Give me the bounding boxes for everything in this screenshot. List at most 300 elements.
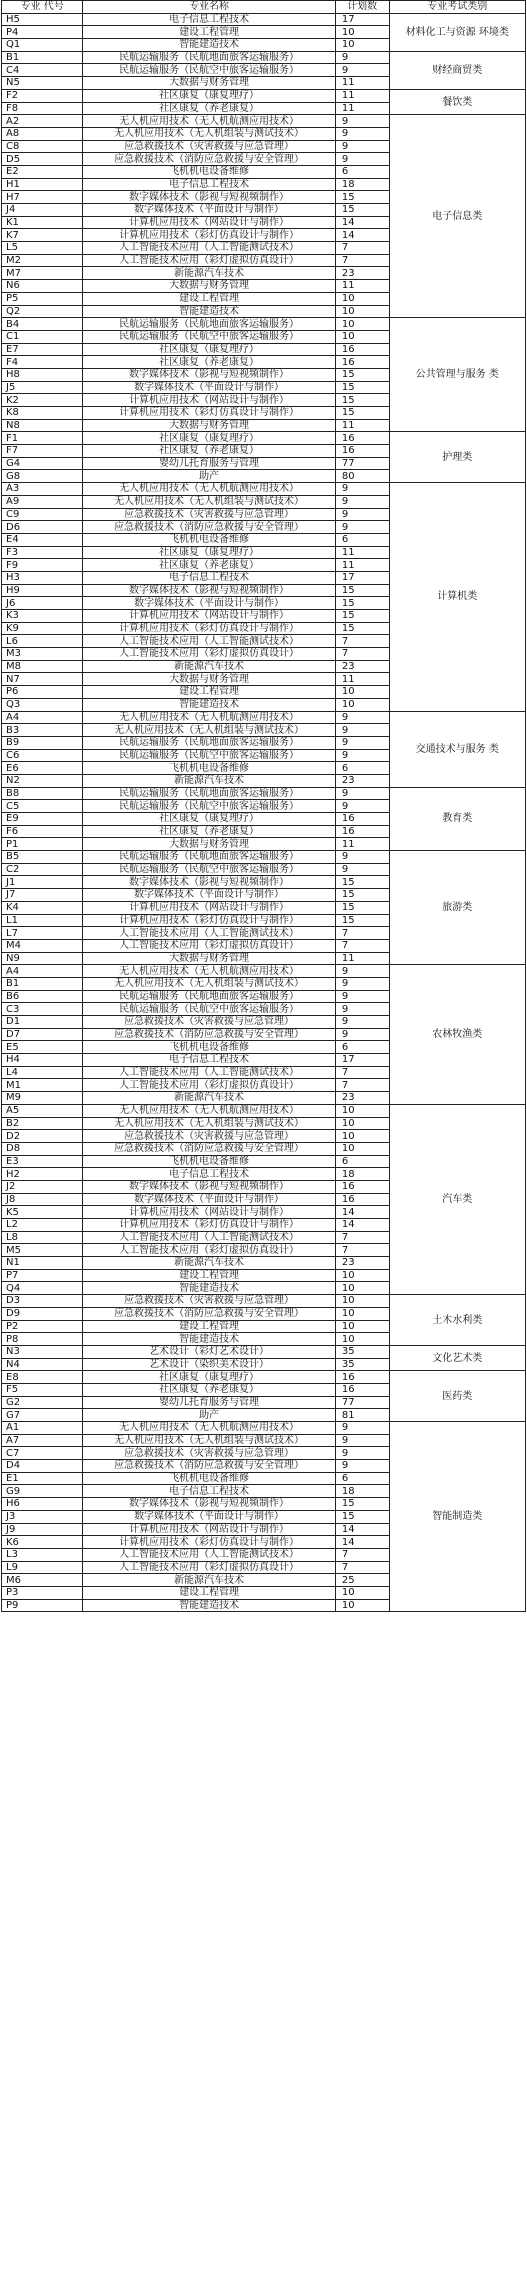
plan-count: 15 <box>335 407 389 420</box>
plan-count: 14 <box>335 1219 389 1232</box>
major-code: N1 <box>2 1257 83 1270</box>
major-code: F4 <box>2 356 83 369</box>
plan-count: 10 <box>335 330 389 343</box>
major-name: 数字媒体技术（平面设计与制作） <box>83 1193 336 1206</box>
major-name: 民航运输服务（民航空中旅客运输服务） <box>83 1003 336 1016</box>
plan-count: 10 <box>335 1307 389 1320</box>
exam-category: 电子信息类 <box>389 115 525 318</box>
table-row <box>2 1422 526 1435</box>
major-name: 无人机应用技术（无人机组装与测试技术） <box>83 495 336 508</box>
major-code: K6 <box>2 1536 83 1549</box>
major-name: 新能源汽车技术 <box>83 660 336 673</box>
plan-count: 6 <box>335 1041 389 1054</box>
major-name: 社区康复（康复理疗） <box>83 546 336 559</box>
exam-category: 材料化工与资源 环境类 <box>389 13 525 51</box>
table-row <box>2 1295 526 1308</box>
major-code: K3 <box>2 610 83 623</box>
major-code: B4 <box>2 318 83 331</box>
major-code: P2 <box>2 1320 83 1333</box>
major-code: K8 <box>2 407 83 420</box>
major-name: 应急救援技术（消防应急救援与安全管理） <box>83 1028 336 1041</box>
major-name: 人工智能技术应用（人工智能测试技术） <box>83 1066 336 1079</box>
plan-count: 16 <box>335 825 389 838</box>
plan-count: 10 <box>335 1295 389 1308</box>
plan-count: 11 <box>335 559 389 572</box>
major-code: A2 <box>2 115 83 128</box>
table-row <box>2 318 526 331</box>
exam-category: 智能制造类 <box>389 1422 525 1612</box>
plan-count: 9 <box>335 851 389 864</box>
plan-count: 11 <box>335 280 389 293</box>
major-name: 无人机应用技术（无人机航测应用技术） <box>83 711 336 724</box>
plan-count: 23 <box>335 267 389 280</box>
table-row <box>2 711 526 724</box>
plan-count: 7 <box>335 648 389 661</box>
plan-count: 6 <box>335 762 389 775</box>
major-code: D1 <box>2 1016 83 1029</box>
plan-count: 9 <box>335 127 389 140</box>
plan-count: 11 <box>335 419 389 432</box>
plan-count: 17 <box>335 13 389 26</box>
plan-count: 14 <box>335 1523 389 1536</box>
major-code: C5 <box>2 800 83 813</box>
plan-count: 10 <box>335 1142 389 1155</box>
major-code: G7 <box>2 1409 83 1422</box>
major-name: 人工智能技术应用（人工智能测试技术） <box>83 242 336 255</box>
plan-count: 9 <box>335 1016 389 1029</box>
plan-count: 17 <box>335 1054 389 1067</box>
major-name: 应急救援技术（消防应急救援与安全管理） <box>83 1460 336 1473</box>
major-name: 智能建造技术 <box>83 305 336 318</box>
header-code: 专业 代号 <box>2 1 83 14</box>
header-name: 专业名称 <box>83 1 336 14</box>
major-name: 计算机应用技术（彩灯仿真设计与制作） <box>83 622 336 635</box>
major-name: 应急救援技术（灾害救援与应急管理） <box>83 1016 336 1029</box>
major-code: A3 <box>2 483 83 496</box>
major-code: G2 <box>2 1396 83 1409</box>
plan-count: 15 <box>335 1498 389 1511</box>
major-code: E6 <box>2 762 83 775</box>
major-name: 民航运输服务（民航地面旅客运输服务） <box>83 318 336 331</box>
major-code: M6 <box>2 1574 83 1587</box>
major-name: 无人机应用技术（无人机组装与测试技术） <box>83 977 336 990</box>
major-name: 新能源汽车技术 <box>83 267 336 280</box>
major-name: 民航运输服务（民航空中旅客运输服务） <box>83 863 336 876</box>
plan-count: 10 <box>335 1130 389 1143</box>
major-code: H2 <box>2 1168 83 1181</box>
major-name: 智能建造技术 <box>83 1599 336 1612</box>
plan-count: 7 <box>335 1244 389 1257</box>
major-code: D9 <box>2 1307 83 1320</box>
major-name: 社区康复（康复理疗） <box>83 343 336 356</box>
major-code: J2 <box>2 1180 83 1193</box>
major-name: 建设工程管理 <box>83 1586 336 1599</box>
major-code: N4 <box>2 1358 83 1371</box>
plan-count: 9 <box>335 495 389 508</box>
plan-count: 10 <box>335 1104 389 1117</box>
plan-count: 7 <box>335 939 389 952</box>
major-name: 大数据与财务管理 <box>83 952 336 965</box>
major-code: C1 <box>2 330 83 343</box>
major-code: M4 <box>2 939 83 952</box>
plan-count: 7 <box>335 1066 389 1079</box>
major-name: 智能建造技术 <box>83 1282 336 1295</box>
major-name: 飞机机电设备维修 <box>83 165 336 178</box>
exam-category: 汽车类 <box>389 1104 525 1294</box>
major-name: 数字媒体技术（平面设计与制作） <box>83 204 336 217</box>
major-name: 民航运输服务（民航地面旅客运输服务） <box>83 736 336 749</box>
major-code: A4 <box>2 965 83 978</box>
major-name: 人工智能技术应用（彩灯虚拟仿真设计） <box>83 254 336 267</box>
major-code: H8 <box>2 368 83 381</box>
plan-count: 11 <box>335 77 389 90</box>
major-code: L7 <box>2 927 83 940</box>
table-row <box>2 965 526 978</box>
major-name: 建设工程管理 <box>83 686 336 699</box>
major-name: 无人机应用技术（无人机航测应用技术） <box>83 483 336 496</box>
major-code: N6 <box>2 280 83 293</box>
major-code: C2 <box>2 863 83 876</box>
major-name: 数字媒体技术（影视与短视频制作） <box>83 368 336 381</box>
table-row <box>2 1345 526 1358</box>
major-code: F6 <box>2 825 83 838</box>
major-code: M5 <box>2 1244 83 1257</box>
plan-count: 16 <box>335 1180 389 1193</box>
major-code: E5 <box>2 1041 83 1054</box>
plan-count: 15 <box>335 889 389 902</box>
plan-count: 10 <box>335 318 389 331</box>
major-code: L6 <box>2 635 83 648</box>
plan-count: 35 <box>335 1345 389 1358</box>
major-name: 应急救援技术（灾害救援与应急管理） <box>83 1295 336 1308</box>
major-name: 民航运输服务（民航空中旅客运输服务） <box>83 64 336 77</box>
major-name: 电子信息工程技术 <box>83 1168 336 1181</box>
header-row <box>2 1 526 14</box>
major-code: K2 <box>2 394 83 407</box>
major-name: 计算机应用技术（网站设计与制作） <box>83 1206 336 1219</box>
major-code: G9 <box>2 1485 83 1498</box>
major-code: A5 <box>2 1104 83 1117</box>
plan-count: 9 <box>335 990 389 1003</box>
plan-count: 35 <box>335 1358 389 1371</box>
major-name: 计算机应用技术（彩灯仿真设计与制作） <box>83 1536 336 1549</box>
major-code: N5 <box>2 77 83 90</box>
major-name: 人工智能技术应用（人工智能测试技术） <box>83 635 336 648</box>
major-code: D8 <box>2 1142 83 1155</box>
major-name: 无人机应用技术（无人机航测应用技术） <box>83 1104 336 1117</box>
major-name: 数字媒体技术（影视与短视频制作） <box>83 876 336 889</box>
plan-count: 16 <box>335 813 389 826</box>
major-code: F3 <box>2 546 83 559</box>
plan-count: 11 <box>335 102 389 115</box>
major-code: B2 <box>2 1117 83 1130</box>
plan-count: 9 <box>335 64 389 77</box>
major-code: M1 <box>2 1079 83 1092</box>
major-code: C3 <box>2 1003 83 1016</box>
exam-category: 餐饮类 <box>389 89 525 114</box>
plan-count: 9 <box>335 521 389 534</box>
major-name: 民航运输服务（民航地面旅客运输服务） <box>83 990 336 1003</box>
enrollment-plan-table <box>1 0 526 1612</box>
plan-count: 9 <box>335 977 389 990</box>
major-name: 社区康复（养老康复） <box>83 356 336 369</box>
major-name: 民航运输服务（民航地面旅客运输服务） <box>83 787 336 800</box>
major-name: 无人机应用技术（无人机航测应用技术） <box>83 965 336 978</box>
plan-count: 9 <box>335 1434 389 1447</box>
major-code: N2 <box>2 774 83 787</box>
plan-count: 9 <box>335 965 389 978</box>
major-name: 民航运输服务（民航地面旅客运输服务） <box>83 851 336 864</box>
major-name: 民航运输服务（民航地面旅客运输服务） <box>83 51 336 64</box>
exam-category: 农林牧渔类 <box>389 965 525 1105</box>
major-name: 应急救援技术（灾害救援与应急管理） <box>83 1130 336 1143</box>
major-code: L9 <box>2 1561 83 1574</box>
major-code: M9 <box>2 1092 83 1105</box>
major-name: 电子信息工程技术 <box>83 571 336 584</box>
major-code: M3 <box>2 648 83 661</box>
plan-count: 10 <box>335 698 389 711</box>
major-name: 数字媒体技术（影视与短视频制作） <box>83 1498 336 1511</box>
major-code: L4 <box>2 1066 83 1079</box>
major-code: F7 <box>2 445 83 458</box>
plan-count: 14 <box>335 216 389 229</box>
major-name: 电子信息工程技术 <box>83 1485 336 1498</box>
plan-count: 10 <box>335 1320 389 1333</box>
major-name: 新能源汽车技术 <box>83 1257 336 1270</box>
plan-count: 18 <box>335 178 389 191</box>
plan-count: 9 <box>335 115 389 128</box>
table-row <box>2 1371 526 1384</box>
major-code: A9 <box>2 495 83 508</box>
plan-count: 15 <box>335 394 389 407</box>
major-name: 婴幼儿托育服务与管理 <box>83 1396 336 1409</box>
plan-count: 15 <box>335 204 389 217</box>
major-code: N7 <box>2 673 83 686</box>
major-name: 智能建造技术 <box>83 1333 336 1346</box>
major-code: G4 <box>2 457 83 470</box>
plan-count: 9 <box>335 140 389 153</box>
major-code: P6 <box>2 686 83 699</box>
major-code: P1 <box>2 838 83 851</box>
plan-count: 16 <box>335 445 389 458</box>
plan-count: 17 <box>335 571 389 584</box>
exam-category: 公共管理与服务 类 <box>389 318 525 432</box>
major-code: Q3 <box>2 698 83 711</box>
major-code: J6 <box>2 597 83 610</box>
plan-count: 15 <box>335 1510 389 1523</box>
major-code: H4 <box>2 1054 83 1067</box>
major-name: 建设工程管理 <box>83 292 336 305</box>
major-code: A7 <box>2 1434 83 1447</box>
major-name: 计算机应用技术（彩灯仿真设计与制作） <box>83 914 336 927</box>
plan-count: 15 <box>335 622 389 635</box>
major-code: B8 <box>2 787 83 800</box>
major-code: D3 <box>2 1295 83 1308</box>
major-name: 人工智能技术应用（彩灯虚拟仿真设计） <box>83 648 336 661</box>
major-name: 智能建造技术 <box>83 698 336 711</box>
major-name: 无人机应用技术（无人机组装与测试技术） <box>83 127 336 140</box>
major-code: L3 <box>2 1548 83 1561</box>
exam-category: 护理类 <box>389 432 525 483</box>
major-name: 新能源汽车技术 <box>83 1574 336 1587</box>
plan-count: 14 <box>335 1536 389 1549</box>
plan-count: 9 <box>335 508 389 521</box>
plan-count: 9 <box>335 483 389 496</box>
major-name: 飞机机电设备维修 <box>83 762 336 775</box>
plan-count: 10 <box>335 292 389 305</box>
major-name: 大数据与财务管理 <box>83 77 336 90</box>
plan-count: 16 <box>335 432 389 445</box>
major-name: 助产 <box>83 470 336 483</box>
major-code: P5 <box>2 292 83 305</box>
major-code: H9 <box>2 584 83 597</box>
major-code: C8 <box>2 140 83 153</box>
major-name: 应急救援技术（消防应急救援与安全管理） <box>83 521 336 534</box>
plan-count: 10 <box>335 1282 389 1295</box>
major-code: C7 <box>2 1447 83 1460</box>
major-code: F2 <box>2 89 83 102</box>
plan-count: 16 <box>335 343 389 356</box>
major-name: 大数据与财务管理 <box>83 419 336 432</box>
table-row <box>2 483 526 496</box>
major-name: 计算机应用技术（网站设计与制作） <box>83 1523 336 1536</box>
plan-count: 6 <box>335 533 389 546</box>
exam-category: 财经商贸类 <box>389 51 525 89</box>
plan-count: 10 <box>335 1333 389 1346</box>
major-code: B1 <box>2 977 83 990</box>
major-code: K7 <box>2 229 83 242</box>
plan-count: 80 <box>335 470 389 483</box>
header-category: 专业考试类别 <box>389 1 525 14</box>
major-code: Q2 <box>2 305 83 318</box>
major-name: 民航运输服务（民航空中旅客运输服务） <box>83 330 336 343</box>
major-code: P4 <box>2 26 83 39</box>
plan-count: 10 <box>335 1269 389 1282</box>
major-code: A1 <box>2 1422 83 1435</box>
major-name: 人工智能技术应用（彩灯虚拟仿真设计） <box>83 1561 336 1574</box>
major-name: 社区康复（康复理疗） <box>83 813 336 826</box>
major-name: 社区康复（康复理疗） <box>83 89 336 102</box>
table-row <box>2 89 526 102</box>
plan-count: 9 <box>335 1460 389 1473</box>
major-code: F8 <box>2 102 83 115</box>
major-name: 应急救援技术（消防应急救援与安全管理） <box>83 153 336 166</box>
plan-count: 7 <box>335 927 389 940</box>
plan-count: 10 <box>335 686 389 699</box>
major-code: B6 <box>2 990 83 1003</box>
major-name: 计算机应用技术（网站设计与制作） <box>83 610 336 623</box>
major-name: 艺术设计（彩灯艺术设计） <box>83 1345 336 1358</box>
major-name: 建设工程管理 <box>83 1320 336 1333</box>
major-name: 人工智能技术应用（人工智能测试技术） <box>83 1548 336 1561</box>
major-code: D5 <box>2 153 83 166</box>
header-plan: 计划数 <box>335 1 389 14</box>
major-name: 社区康复（康复理疗） <box>83 1371 336 1384</box>
major-code: K9 <box>2 622 83 635</box>
major-name: 应急救援技术（灾害救援与应急管理） <box>83 140 336 153</box>
plan-count: 7 <box>335 1079 389 1092</box>
major-code: E7 <box>2 343 83 356</box>
major-code: Q4 <box>2 1282 83 1295</box>
major-name: 飞机机电设备维修 <box>83 1041 336 1054</box>
plan-count: 7 <box>335 635 389 648</box>
plan-count: 9 <box>335 863 389 876</box>
major-name: 无人机应用技术（无人机组装与测试技术） <box>83 1434 336 1447</box>
major-name: 应急救援技术（灾害救援与应急管理） <box>83 508 336 521</box>
exam-category: 土木水利类 <box>389 1295 525 1346</box>
major-code: J5 <box>2 381 83 394</box>
major-code: J3 <box>2 1510 83 1523</box>
plan-count: 7 <box>335 1561 389 1574</box>
major-code: D4 <box>2 1460 83 1473</box>
plan-count: 23 <box>335 660 389 673</box>
major-name: 民航运输服务（民航空中旅客运输服务） <box>83 749 336 762</box>
major-name: 社区康复（养老康复） <box>83 825 336 838</box>
major-name: 数字媒体技术（影视与短视频制作） <box>83 1180 336 1193</box>
plan-count: 11 <box>335 546 389 559</box>
major-code: P8 <box>2 1333 83 1346</box>
major-code: P3 <box>2 1586 83 1599</box>
major-name: 社区康复（康复理疗） <box>83 432 336 445</box>
plan-count: 11 <box>335 89 389 102</box>
plan-count: 14 <box>335 229 389 242</box>
exam-category: 文化艺术类 <box>389 1345 525 1370</box>
major-code: A4 <box>2 711 83 724</box>
major-code: N9 <box>2 952 83 965</box>
plan-count: 10 <box>335 39 389 52</box>
plan-count: 25 <box>335 1574 389 1587</box>
plan-count: 77 <box>335 457 389 470</box>
plan-count: 81 <box>335 1409 389 1422</box>
plan-count: 23 <box>335 1092 389 1105</box>
table-row <box>2 432 526 445</box>
major-code: K5 <box>2 1206 83 1219</box>
major-code: D7 <box>2 1028 83 1041</box>
plan-count: 16 <box>335 356 389 369</box>
plan-count: 9 <box>335 1447 389 1460</box>
major-name: 应急救援技术（灾害救援与应急管理） <box>83 1447 336 1460</box>
major-name: 人工智能技术应用（彩灯虚拟仿真设计） <box>83 939 336 952</box>
major-code: A8 <box>2 127 83 140</box>
plan-count: 6 <box>335 1155 389 1168</box>
plan-count: 11 <box>335 673 389 686</box>
major-code: H3 <box>2 571 83 584</box>
major-code: H1 <box>2 178 83 191</box>
major-name: 新能源汽车技术 <box>83 774 336 787</box>
major-code: M8 <box>2 660 83 673</box>
plan-count: 9 <box>335 153 389 166</box>
plan-count: 9 <box>335 51 389 64</box>
plan-count: 18 <box>335 1485 389 1498</box>
major-name: 新能源汽车技术 <box>83 1092 336 1105</box>
plan-count: 6 <box>335 1472 389 1485</box>
major-name: 飞机机电设备维修 <box>83 533 336 546</box>
plan-count: 7 <box>335 1548 389 1561</box>
plan-count: 9 <box>335 711 389 724</box>
plan-count: 10 <box>335 26 389 39</box>
major-code: M7 <box>2 267 83 280</box>
plan-count: 11 <box>335 838 389 851</box>
major-name: 飞机机电设备维修 <box>83 1155 336 1168</box>
major-name: 助产 <box>83 1409 336 1422</box>
major-name: 无人机应用技术（无人机航测应用技术） <box>83 1422 336 1435</box>
major-name: 电子信息工程技术 <box>83 178 336 191</box>
major-name: 大数据与财务管理 <box>83 280 336 293</box>
major-code: B1 <box>2 51 83 64</box>
major-name: 社区康复（养老康复） <box>83 1383 336 1396</box>
plan-count: 23 <box>335 1257 389 1270</box>
plan-count: 7 <box>335 242 389 255</box>
